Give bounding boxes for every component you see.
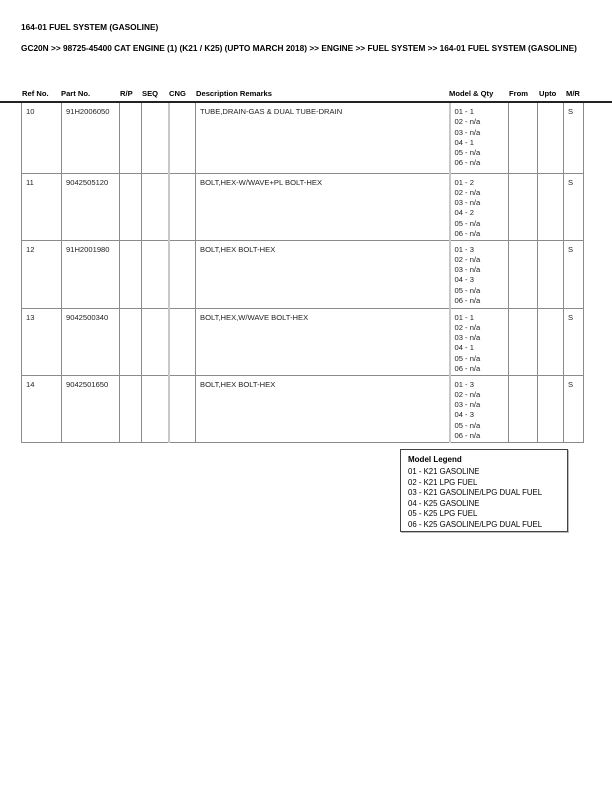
model-qty-line: 03 - n/a — [454, 198, 481, 208]
table-row — [22, 103, 584, 173]
header-description: Description Remarks — [196, 89, 272, 98]
part-no-cell: 91H2001980 — [62, 240, 120, 308]
model-qty-line: 03 - n/a — [454, 400, 481, 410]
cng-cell — [169, 308, 196, 375]
mr-cell: S — [564, 375, 584, 442]
rp-cell — [120, 103, 142, 173]
cng-cell — [169, 173, 196, 240]
model-qty-line: 06 - n/a — [454, 295, 481, 305]
model-qty-line: 05 - n/a — [454, 218, 481, 228]
model-qty-line: 02 - n/a — [454, 254, 481, 264]
rp-cell — [120, 240, 142, 308]
model-qty-line: 02 - n/a — [454, 187, 481, 197]
part-no-cell: 9042501650 — [62, 375, 120, 442]
model-qty-line: 05 - n/a — [454, 285, 481, 295]
model-qty-line: 06 - n/a — [454, 430, 481, 440]
legend-item: 02 - K21 LPG FUEL — [408, 477, 478, 487]
upto-cell — [538, 308, 564, 375]
model-legend — [400, 449, 568, 532]
header-upto: Upto — [539, 89, 557, 98]
legend-item: 05 - K25 LPG FUEL — [408, 509, 478, 518]
from-cell — [509, 103, 538, 173]
ref-no-cell: 13 — [22, 308, 62, 375]
breadcrumb: GC20N >> 98725-45400 CAT ENGINE (1) (K21 / K25) (UPTO MARCH 2018) >> ENGINE >> FUEL SYSTEM >> 164-01 FUEL SYSTEM (GASOLINE) — [21, 43, 577, 53]
seq-cell — [142, 173, 169, 240]
seq-cell — [142, 308, 169, 375]
model-qty-line: 04 - 1 — [454, 343, 474, 353]
header-ref-no: Ref No. — [22, 89, 49, 98]
upto-cell — [538, 375, 564, 442]
table-row — [22, 308, 584, 375]
model-qty-line: 03 - n/a — [454, 333, 481, 343]
model-qty-line: 04 - 3 — [454, 275, 474, 285]
model-qty-cell — [450, 308, 509, 375]
table-row — [22, 173, 584, 240]
header-seq: SEQ — [142, 89, 159, 98]
legend-title: Model Legend — [408, 455, 462, 464]
part-no-cell: 9042505120 — [62, 173, 120, 240]
header-rp: R/P — [120, 89, 133, 98]
page-title: 164-01 FUEL SYSTEM (GASOLINE) — [21, 22, 159, 32]
seq-cell — [142, 103, 169, 173]
upto-cell — [538, 240, 564, 308]
ref-no-cell: 14 — [22, 375, 62, 442]
from-cell — [509, 375, 538, 442]
model-qty-line: 05 - n/a — [454, 148, 481, 158]
from-cell — [509, 308, 538, 375]
model-qty-line: 06 - n/a — [454, 158, 481, 168]
description-cell: TUBE,DRAIN-GAS & DUAL TUBE-DRAIN — [196, 103, 450, 173]
model-qty-line: 06 - n/a — [454, 228, 481, 238]
upto-cell — [538, 103, 564, 173]
table-row — [22, 375, 584, 442]
mr-cell: S — [564, 173, 584, 240]
model-qty-line: 03 - n/a — [454, 265, 481, 275]
model-qty-line: 05 - n/a — [454, 420, 481, 430]
model-qty-line: 02 - n/a — [454, 322, 481, 332]
ref-no-cell: 12 — [22, 240, 62, 308]
description-cell: BOLT,HEX-W/WAVE+PL BOLT-HEX — [196, 173, 450, 240]
header-model-qty: Model & Qty — [449, 89, 494, 98]
part-no-cell: 9042500340 — [62, 308, 120, 375]
model-qty-line: 04 - 1 — [454, 137, 474, 147]
model-qty-line: 02 - n/a — [454, 389, 481, 399]
cng-cell — [169, 240, 196, 308]
model-qty-cell — [450, 173, 509, 240]
cng-cell — [169, 103, 196, 173]
model-qty-line: 01 - 1 — [454, 107, 474, 116]
legend-item: 03 - K21 GASOLINE/LPG DUAL FUEL — [408, 488, 543, 497]
model-qty-line: 05 - n/a — [454, 353, 481, 363]
model-qty-line: 01 - 1 — [454, 312, 474, 322]
model-qty-line: 01 - 2 — [454, 177, 474, 187]
header-mr: M/R — [566, 89, 580, 98]
description-cell: BOLT,HEX BOLT-HEX — [196, 375, 450, 442]
model-qty-line: 04 - 3 — [454, 410, 474, 420]
legend-item: 04 - K25 GASOLINE — [408, 498, 480, 508]
from-cell — [509, 240, 538, 308]
model-qty-cell — [450, 375, 509, 442]
cng-cell — [169, 375, 196, 442]
description-cell: BOLT,HEX BOLT-HEX — [196, 240, 450, 308]
model-qty-line: 01 - 3 — [454, 379, 474, 389]
model-qty-line: 01 - 3 — [454, 244, 474, 254]
model-qty-line: 06 - n/a — [454, 363, 481, 373]
ref-no-cell: 11 — [22, 173, 62, 240]
rp-cell — [120, 375, 142, 442]
mr-cell: S — [564, 103, 584, 173]
seq-cell — [142, 240, 169, 308]
mr-cell: S — [564, 240, 584, 308]
header-part-no: Part No. — [61, 89, 91, 98]
model-qty-line: 02 - n/a — [454, 117, 481, 127]
mr-cell: S — [564, 308, 584, 375]
upto-cell — [538, 173, 564, 240]
model-qty-line: 04 - 2 — [454, 208, 474, 218]
legend-item: 06 - K25 GASOLINE/LPG DUAL FUEL — [408, 519, 543, 529]
model-qty-line: 03 - n/a — [454, 127, 481, 137]
ref-no-cell: 10 — [22, 103, 62, 173]
model-qty-cell — [450, 240, 509, 308]
rp-cell — [120, 308, 142, 375]
description-cell: BOLT,HEX,W/WAVE BOLT-HEX — [196, 308, 450, 375]
part-no-cell: 91H2006050 — [62, 103, 120, 173]
table-row — [22, 240, 584, 308]
seq-cell — [142, 375, 169, 442]
header-cng: CNG — [169, 89, 186, 98]
header-from: From — [509, 89, 528, 98]
rp-cell — [120, 173, 142, 240]
from-cell — [509, 173, 538, 240]
model-qty-cell — [450, 103, 509, 173]
legend-item: 01 - K21 GASOLINE — [408, 467, 480, 476]
parts-table — [21, 103, 584, 443]
